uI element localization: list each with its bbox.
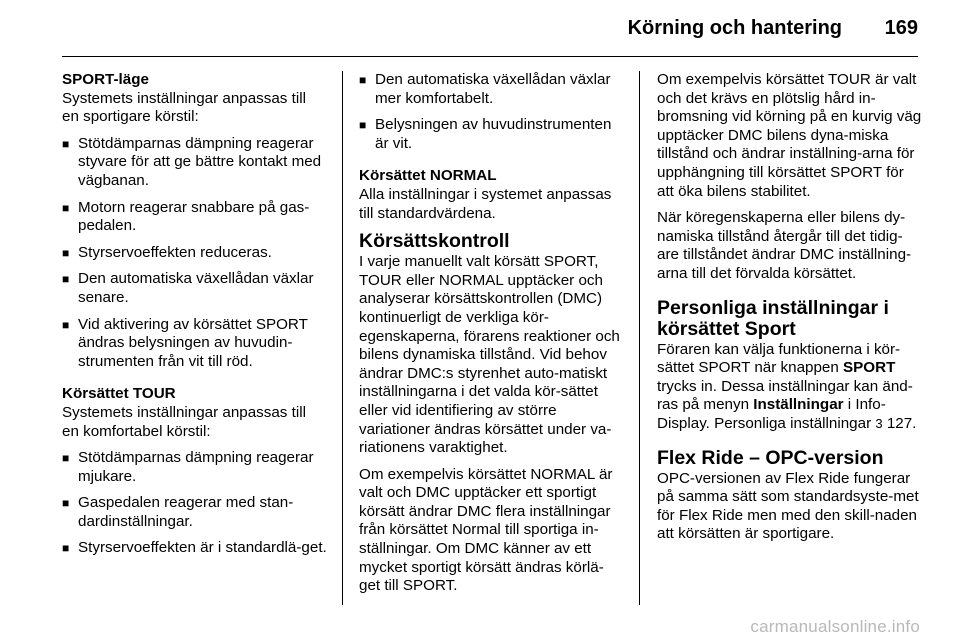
control-heading: Körsättskontroll [359, 230, 510, 253]
bullet-icon: ■ [359, 118, 367, 133]
sport-intro: Systemets inställningar anpassas till en sportigare körstil: [62, 89, 306, 126]
normal-heading: Körsättet NORMAL [359, 167, 497, 185]
bullet-icon: ■ [62, 541, 70, 556]
list-item [62, 449, 327, 486]
list-item-text: Styrservoeffekten reduceras. [78, 243, 272, 261]
list-item [62, 270, 327, 307]
list-item [359, 71, 624, 108]
page-header [0, 0, 960, 58]
bullet-icon: ■ [62, 245, 70, 260]
sport-button-label: SPORT [843, 359, 896, 377]
bullet-icon: ■ [62, 136, 70, 151]
column-1 [62, 71, 327, 566]
list-item-text: Stötdämparnas dämpning reagerar mjukare. [78, 449, 314, 485]
watermark: carmanualsonline.info [750, 617, 920, 636]
list-item-text: Den automatiska växellådan växlar mer komfortabelt. [375, 71, 611, 107]
list-item [62, 135, 327, 191]
bullet-icon: ■ [62, 496, 70, 511]
bullet-icon: ■ [62, 451, 70, 466]
flex-ride-heading: Flex Ride – OPC-version [657, 446, 884, 469]
text-run: Föraren kan välja funktionerna i kör-sättet SPORT när knappen [657, 340, 901, 377]
list-item-text: Stötdämparnas dämpning reagerar styvare för att ge bättre kontakt med vägbanan. [78, 134, 322, 189]
tour-list-continued [359, 71, 624, 153]
settings-menu-label: Inställningar [753, 396, 844, 414]
personal-settings-heading: Personliga inställningar i körsättet Sport [657, 296, 889, 340]
bullet-icon: ■ [62, 317, 70, 332]
list-item-text: Den automatiska växellådan växlar senare. [78, 270, 314, 306]
tour-intro: Systemets inställningar anpassas till en komfortabel körstil: [62, 403, 306, 440]
text-run: i Info-Display. Personliga inställningar [657, 396, 886, 432]
list-item [62, 199, 327, 236]
text-run: trycks in. Dessa inställningar kan änd-ras på menyn [657, 377, 913, 414]
flex-ride-paragraph: OPC-versionen av Flex Ride fungerar på samma sätt som standardsyste-met för Flex Ride men med den skill-naden att körsätten är sportigare. [657, 469, 919, 543]
column-3 [657, 71, 922, 552]
control-paragraph: I varje manuellt valt körsätt SPORT, TOUR eller NORMAL upptäcker och analyserar körsättskontrollen (DMC) kontinuerligt de verkliga kör-egenskaperna, förarens reaktioner och bilens dynamiska tillstånd. Vid behov ändrar DMC:s styrenhet auto-matiskt inställningarna i det valda kör-sättet eller vid identifiering av större variationer ändras körsättet under va-riationens varaktighet. [359, 253, 620, 457]
normal-text: Alla inställningar i systemet anpassas till standardvärdena. [359, 185, 612, 222]
column-divider [639, 71, 640, 605]
list-item-text: Styrservoeffekten är i standardlä-get. [78, 539, 327, 557]
sport-heading: SPORT-läge [62, 71, 149, 88]
list-item [62, 244, 327, 263]
list-item [62, 316, 327, 372]
column-divider [342, 71, 343, 605]
bullet-icon: ■ [62, 272, 70, 287]
page-number: 169 [884, 17, 918, 39]
column-2 [359, 71, 624, 604]
list-item-text: Gaspedalen reagerar med stan-dardinställningar. [78, 494, 294, 530]
personal-settings-paragraph [657, 341, 922, 434]
bullet-icon: ■ [359, 73, 367, 87]
list-item [62, 494, 327, 531]
sport-list [62, 135, 327, 372]
list-item-text: Motorn reagerar snabbare på gas-pedalen. [78, 198, 310, 235]
chapter-title: Körning och hantering [627, 17, 842, 39]
page-reference-icon: 3 [875, 415, 883, 431]
page-reference: 127. [882, 414, 917, 432]
list-item [62, 539, 327, 558]
tour-heading: Körsättet TOUR [62, 385, 176, 403]
list-item-text: Vid aktivering av körsättet SPORT ändras belysningen av huvudin-strumenten från vit till röd. [78, 315, 308, 370]
dmc-paragraph: Om exempelvis körsättet TOUR är valt och det krävs en plötslig hård in-bromsning vid körning på en kurvig väg upptäcker DMC bilens dyna-miska tillstånd och ändrar inställning-arna för upphängning till körsättet SPORT för att öka bilens stabilitet. [657, 71, 922, 200]
list-item [359, 116, 624, 153]
list-item-text: Belysningen av huvudinstrumenten är vit. [375, 116, 612, 152]
bullet-icon: ■ [62, 200, 70, 215]
tour-list [62, 449, 327, 558]
control-paragraph: Om exempelvis körsättet NORMAL är valt och DMC upptäcker ett sportigt körsätt ändrar DMC flera inställningar från körsättet Normal till sportiga in-ställningar. Om DMC känner av ett mycket sportigt körsätt ändras körlä-get till SPORT. [359, 465, 613, 595]
dmc-paragraph: När köregenskaperna eller bilens dy-namiska tillstånd återgår till det tidig-are tillståndet ändrar DMC inställning-arna till det förvalda körsättet. [657, 209, 912, 282]
header-rule [62, 56, 918, 57]
